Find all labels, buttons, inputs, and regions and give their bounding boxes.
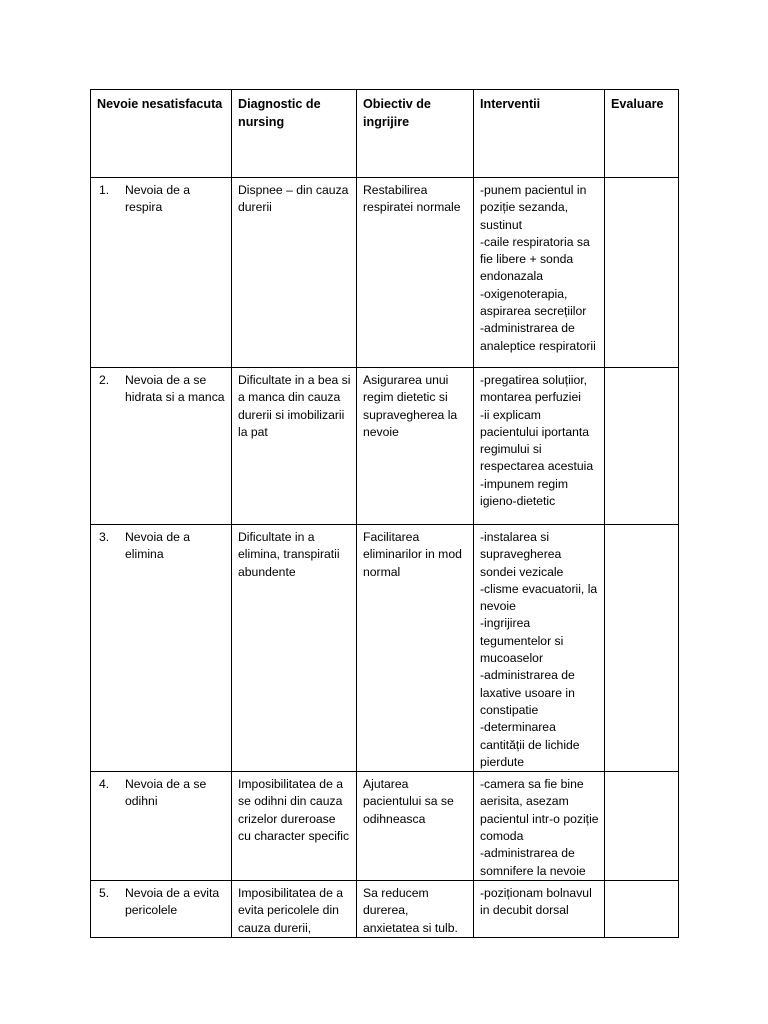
need-label: Nevoia de a elimina: [125, 530, 191, 562]
header-need: Nevoie nesatisfacuta: [91, 90, 232, 178]
header-evaluation: Evaluare: [605, 90, 679, 178]
table-row: [91, 880, 679, 937]
need-cell: [91, 880, 232, 937]
header-objective: Obiectiv de ingrijire: [357, 90, 474, 178]
diagnostic-cell: Dificultate in a bea si a manca din cauza durerii si imobilizarii la pat: [232, 368, 357, 525]
care-plan-table: [90, 89, 679, 938]
need-number: 4.: [99, 777, 110, 792]
need-cell: [91, 178, 232, 368]
need-label: Nevoia de a respira: [125, 183, 191, 215]
need-label: Nevoia de a se hidrata si a manca: [125, 373, 225, 405]
objective-cell: Facilitarea eliminarilor in mod normal: [357, 525, 474, 772]
interventions-cell: -camera sa fie bine aerisita, asezam pacientul intr-o poziție comoda -administrarea de somnifere la nevoie: [474, 772, 605, 881]
objective-cell: Ajutarea pacientului sa se odihneasca: [357, 772, 474, 881]
interventions-cell: -punem pacientul in poziție sezanda, sustinut -caile respiratoria sa fie libere + sonda endonazala -oxigenoterapia, aspirarea secrețiilor -administrarea de analeptice respiratorii: [474, 178, 605, 368]
table-row: [91, 772, 679, 881]
need-number: 5.: [99, 885, 110, 900]
need-label: Nevoia de a se odihni: [125, 777, 207, 809]
diagnostic-cell: Imposibilitatea de a evita pericolele din cauza durerii,: [232, 880, 357, 937]
evaluation-cell: [605, 772, 679, 881]
need-cell: [91, 368, 232, 525]
interventions-cell: -pregatirea soluțiior, montarea perfuziei -ii explicam pacientului iportanta regimului si respectarea acestuia -impunem regim igieno-dietetic: [474, 368, 605, 525]
table-row: [91, 368, 679, 525]
header-row: [91, 90, 679, 178]
table-row: [91, 178, 679, 368]
need-number: 1.: [99, 183, 110, 197]
diagnostic-cell: Dificultate in a elimina, transpiratii abundente: [232, 525, 357, 772]
objective-cell: Sa reducem durerea, anxietatea si tulb.: [357, 880, 474, 937]
objective-cell: Restabilirea respiratei normale: [357, 178, 474, 368]
need-cell: [91, 772, 232, 881]
need-number: 3.: [99, 530, 110, 544]
objective-cell: Asigurarea unui regim dietetic si supravegherea la nevoie: [357, 368, 474, 525]
table-row: [91, 525, 679, 772]
evaluation-cell: [605, 525, 679, 772]
header-interventions: Interventii: [474, 90, 605, 178]
diagnostic-cell: Imposibilitatea de a se odihni din cauza crizelor dureroase cu character specific: [232, 772, 357, 881]
need-number: 2.: [99, 373, 110, 387]
header-diagnostic: Diagnostic de nursing: [232, 90, 357, 178]
need-cell: [91, 525, 232, 772]
need-label: Nevoia de a evita pericolele: [125, 885, 220, 918]
evaluation-cell: [605, 368, 679, 525]
evaluation-cell: [605, 178, 679, 368]
interventions-cell: -instalarea si supravegherea sondei vezicale -clisme evacuatorii, la nevoie -ingrijirea tegumentelor si mucoaselor -administrarea de laxative usoare in constipatie -determinarea cantității de lichide pierdute: [474, 525, 605, 772]
evaluation-cell: [605, 880, 679, 937]
diagnostic-cell: Dispnee – din cauza durerii: [232, 178, 357, 368]
interventions-cell: -poziționam bolnavul in decubit dorsal: [474, 880, 605, 937]
